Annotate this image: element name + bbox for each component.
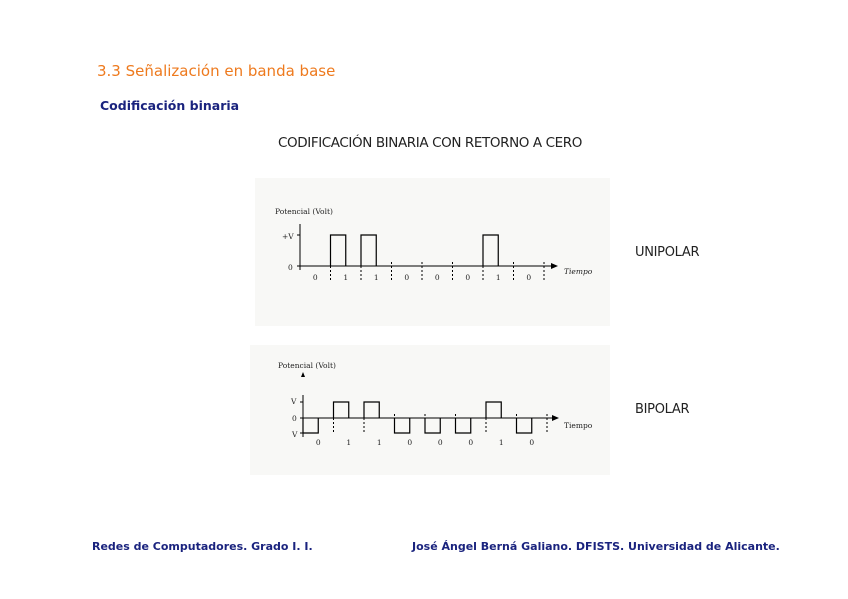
- bipolar-signal-plot: [250, 345, 610, 475]
- bipolar-bit-label: 0: [315, 438, 321, 447]
- footer-author: José Ángel Berná Galiano. DFISTS. Universidad de Alicante.: [412, 540, 780, 553]
- unipolar-signal-plot: [255, 178, 610, 326]
- bipolar-ytick-high: V: [291, 397, 297, 406]
- bipolar-xlabel: Tiempo: [564, 421, 593, 430]
- unipolar-ytick-high: +V: [282, 232, 294, 241]
- bipolar-pulse: [395, 418, 410, 433]
- unipolar-rz-diagram: [255, 178, 610, 326]
- unipolar-bit-label: 1: [495, 273, 501, 282]
- bipolar-bit-label: 0: [437, 438, 443, 447]
- bipolar-bit-label: 0: [468, 438, 474, 447]
- bipolar-ytick-low: V: [292, 430, 298, 439]
- slide-heading: CODIFICACIÓN BINARIA CON RETORNO A CERO: [278, 135, 582, 151]
- section-title: 3.3 Señalización en banda base: [97, 62, 336, 80]
- bipolar-bit-label: 1: [498, 438, 504, 447]
- unipolar-xlabel: Tiempo: [564, 267, 593, 276]
- bipolar-pulse: [303, 418, 318, 433]
- subsection-title: Codificación binaria: [100, 98, 240, 113]
- unipolar-bit-label: 0: [465, 273, 471, 282]
- bipolar-pulse: [364, 402, 379, 418]
- bipolar-x-arrow-icon: [552, 415, 559, 421]
- unipolar-label: UNIPOLAR: [635, 245, 700, 260]
- bipolar-bit-label: 1: [346, 438, 352, 447]
- unipolar-bit-label: 1: [343, 273, 349, 282]
- unipolar-pulse: [361, 235, 376, 266]
- bipolar-pulse: [425, 418, 440, 433]
- bipolar-pulse: [334, 402, 349, 418]
- unipolar-waveform: [297, 224, 558, 282]
- bipolar-bit-label: 1: [376, 438, 382, 447]
- bipolar-pulse: [517, 418, 532, 433]
- unipolar-bit-label: 0: [312, 273, 318, 282]
- bipolar-ylabel: Potencial (Volt): [278, 361, 336, 370]
- bipolar-y-arrow-icon: [301, 372, 305, 377]
- unipolar-bit-label: 1: [373, 273, 379, 282]
- bipolar-waveform: [300, 395, 559, 447]
- bipolar-ytick-zero: 0: [292, 414, 297, 423]
- unipolar-bit-label: 0: [434, 273, 440, 282]
- unipolar-pulse: [483, 235, 498, 266]
- unipolar-ylabel: Potencial (Volt): [275, 207, 333, 216]
- bipolar-pulse: [456, 418, 471, 433]
- unipolar-pulse: [331, 235, 346, 266]
- unipolar-x-arrow-icon: [551, 263, 558, 269]
- bipolar-label: BIPOLAR: [635, 402, 690, 417]
- bipolar-pulse: [486, 402, 501, 418]
- unipolar-ytick-zero: 0: [288, 263, 293, 272]
- unipolar-bit-label: 0: [526, 273, 532, 282]
- footer-course: Redes de Computadores. Grado I. I.: [92, 540, 313, 553]
- bipolar-rz-diagram: [250, 345, 610, 475]
- unipolar-bit-label: 0: [404, 273, 410, 282]
- bipolar-bit-label: 0: [529, 438, 535, 447]
- bipolar-bit-label: 0: [407, 438, 413, 447]
